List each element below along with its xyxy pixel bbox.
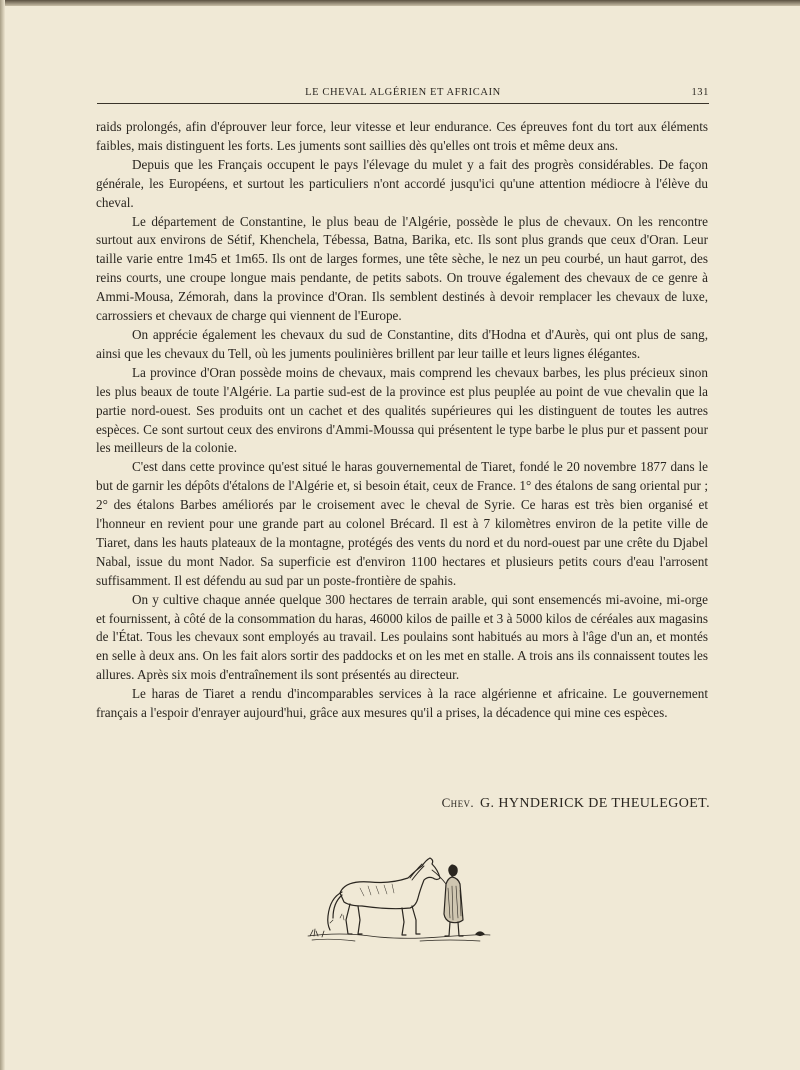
paragraph: raids prolongés, afin d'éprouver leur force, leur vitesse et leur endurance. Ces épreuves font du tort aux éléments faibles, mais distinguent les forts. Les juments sont saillies dès qu'elles ont trois et même deux ans.: [96, 119, 708, 153]
page-number: 131: [691, 87, 709, 98]
running-header: [97, 84, 709, 104]
paragraph: On y cultive chaque année quelque 300 hectares de terrain arable, qui sont ensemencés mi-avoine, mi-orge et fournissent, à côté de la consommation du haras, 46000 kilos de paille et 3 à 5000 kilos de céréales aux magasins de l'État. Tous les chevaux sont employés au travail. Les poulains sont habitués au mors à l'âge d'un an, et montés en selle à deux ans. On les fait alors sortir des paddocks et on les met en stalle. A trois ans ils connaissent toutes les allures. Après six mois d'entraînement ils sont présentés au directeur.: [96, 591, 708, 683]
paragraph: Depuis que les Français occupent le pays l'élevage du mulet y a fait des progrès considérables. De façon générale, les Européens, et surtout les particuliers n'ont accordé jusqu'ici qu'une attention médiocre à l'élève du cheval.: [96, 156, 708, 210]
paragraph: Le département de Constantine, le plus beau de l'Algérie, possède le plus de chevaux. On les rencontre surtout aux environs de Sétif, Khenchela, Tébessa, Batna, Barika, etc. Ils sont plus grands que ceux d'Oran. Leur taille varie entre 1m45 et 1m65. Ils ont de larges formes, une tête sèche, le nez un peu courbé, un haut garrot, des reins courts, une croupe longue mais pendante, de petits sabots. On trouve également des chevaux de ce genre à Ammi-Mousa, Zémorah, dans la province d'Oran. Ils semblent destinés à devoir remplacer les chevaux de luxe, carrossiers et chevaux de charge qui viennent de l'Europe.: [96, 213, 708, 324]
paragraph: C'est dans cette province qu'est situé le haras gouvernemental de Tiaret, fondé le 20 novembre 1877 dans le but de garnir les dépôts d'étalons de l'Algérie et, si besoin était, ceux de France. 1° des étalons de sang oriental pur ; 2° des étalons Barbes améliorés par le croisement avec le cheval de Syrie. Ce haras est très bien organisé et l'honneur en revient pour une grande part au colonel Brécard. Il est à 7 kilomètres environ de la petite ville de Tiaret, dans les hauts plateaux de la montagne, protégés des vents du nord et du nord-ouest par une crête du Djabel Nabal, issue du mont Nador. Sa superficie est d'environ 1100 hectares et plusieurs petits cours d'eau l'arrosent suffisamment. Il est défendu au sud par un poste-frontière de spahis.: [96, 459, 708, 588]
author-signature: [380, 795, 710, 812]
signature-name: G. HYNDERICK DE THEULEGOET.: [480, 796, 710, 811]
paragraph: On apprécie également les chevaux du sud de Constantine, dits d'Hodna et d'Aurès, qui ont plus de sang, ainsi que les chevaux du Tell, où les juments poulinières brillent par leur taille et leurs lignes élégantes.: [96, 326, 708, 361]
horse-and-groom-illustration: [300, 848, 500, 948]
running-title: LE CHEVAL ALGÉRIEN ET AFRICAIN: [305, 87, 501, 98]
signature-prefix: Chev.: [441, 795, 475, 810]
page-edge-left: [0, 0, 5, 1070]
header-rule: [97, 103, 709, 104]
body-text: [96, 118, 708, 723]
paragraph: La province d'Oran possède moins de chevaux, mais comprend les chevaux barbes, les plus précieux sinon les plus beaux de toute l'Algérie. La partie sud-est de la province est plus peuplée au point de vue chevalin que la partie nord-ouest. Ses produits ont un cachet et des qualités supérieures qui les distinguent de toutes les autres espèces. Ce sont surtout ceux des environs d'Ammi-Moussa qui présentent le type barbe le plus pur et passent pour les meilleurs de la colonie.: [96, 364, 708, 456]
page-edge-top: [0, 0, 800, 6]
paragraph: Le haras de Tiaret a rendu d'incomparables services à la race algérienne et africaine. Le gouvernement français a l'espoir d'enrayer aujourd'hui, grâce aux mesures qu'il a prises, la décadence qui mine ces espèces.: [96, 686, 708, 721]
